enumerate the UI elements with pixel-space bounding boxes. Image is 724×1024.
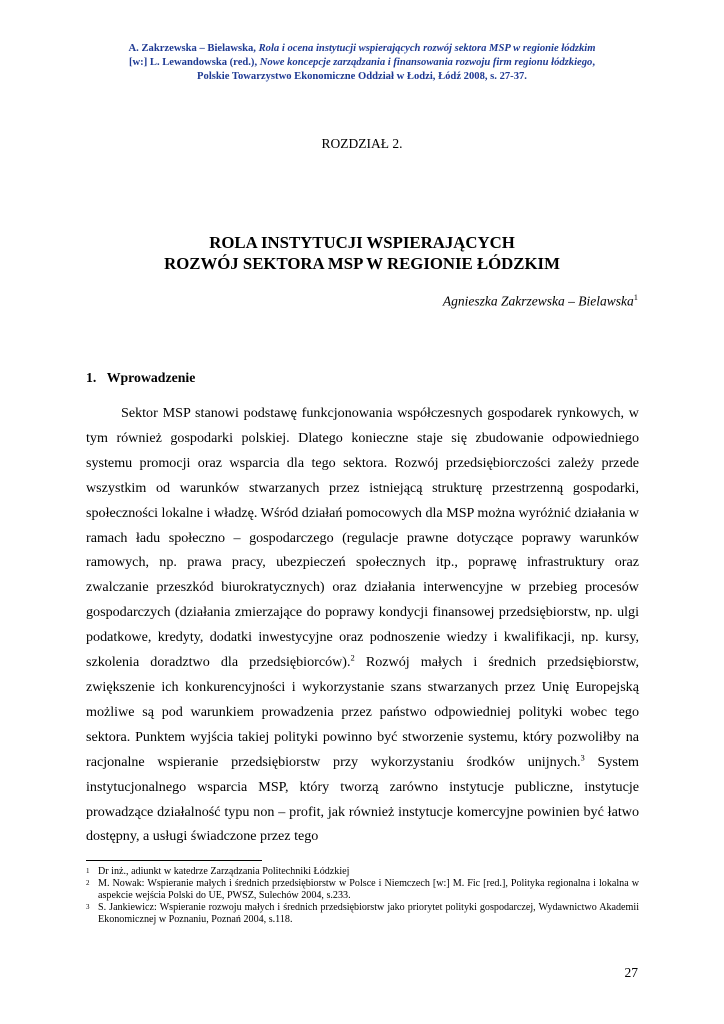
- author-footnote-ref: 1: [633, 292, 638, 302]
- citation-editor: [w:] L. Lewandowska (red.),: [129, 57, 260, 68]
- paper-title-line-1: ROLA INSTYTUCJI WSPIERAJĄCYCH: [209, 233, 515, 252]
- footnote-ref-3: 3: [580, 752, 585, 762]
- page-number: 27: [624, 965, 638, 980]
- footnote-number: 3: [86, 903, 90, 911]
- footnote-number: 2: [86, 879, 90, 887]
- footnote: [86, 866, 639, 878]
- footnote-ref-2: 2: [350, 652, 355, 663]
- paper-title-line-2: ROZWÓJ SEKTORA MSP W REGIONIE ŁÓDZKIM: [164, 254, 560, 273]
- paper-title: [0, 232, 724, 274]
- paragraph-part-1: Sektor MSP stanowi podstawę funkcjonowania współczesnych gospodarek rynkowych, w tym również gospodarki polskiej. Dlatego konieczne staje się zbudowanie odpowiedniego systemu promocji oraz wsparcia dla tego sektora. Rozwój przedsiębiorczości zależy przede wszystkim od warunków stwarzanych przez istniejącą strukturę przestrzenną gospodarki, społeczności lokalne i władzę. Wśród działań pomocowych dla MSP można wyróżnić działania w ramach ładu społeczno – gospodarczego (regulacje prawne dotyczące poprawy warunków ramowych, np. prawa pracy, ubezpieczeń społecznych itp., poprawę infrastruktury oraz zwalczanie przeszkód biurokratycznych) oraz działania interwencyjne w przebieg procesów gospodarczych (działania zmierzające do poprawy kondycji finansowej przedsiębiorstw, np. ulgi podatkowe, kredyty, dodatki inwestycyjne oraz podnoszenie wiedzy i kwalifikacji, np. kursy, szkolenia doradztwo dla przedsiębiorców).: [86, 405, 640, 671]
- section-heading: 1. Wprowadzenie: [86, 370, 196, 385]
- citation-line-1: [70, 42, 654, 56]
- footnote-divider: [86, 860, 262, 861]
- citation-line-2: [70, 56, 654, 70]
- chapter-label: ROZDZIAŁ 2.: [321, 136, 403, 151]
- paragraph-part-3: System instytucjonalnego wsparcia MSP, który tworzą zarówno instytucje publiczne, instytucje prowadzące działalność typu non – profit, jak również instytucje komercyjne powinien być łatwo dostępny, a usługi świadczone przez tego: [86, 753, 639, 845]
- paragraph-part-2: Rozwój małych i średnich przedsiębiorstw, zwiększenie ich konkurencyjności i wykorzystanie szans stwarzanych przez Unię Europejską możliwe są pod warunkiem prowadzenia przez państwo odpowiedniej polityki wobec tego sektora. Punktem wyjścia takiej polityki powinno być stworzenie systemu, który pozwoliłby na racjonalne wspieranie przedsiębiorstw przy wykorzystaniu środków unijnych.: [86, 654, 639, 770]
- citation-comma: ,: [592, 57, 595, 68]
- author-name: [443, 292, 638, 310]
- footnotes: [86, 866, 639, 926]
- author-name-text: Agnieszka Zakrzewska – Bielawska: [442, 293, 634, 309]
- citation-header: [70, 42, 654, 84]
- footnote: [86, 902, 639, 926]
- citation-authors: A. Zakrzewska – Bielawska,: [128, 43, 259, 54]
- citation-chapter-title: Rola i ocena instytucji wspierających rozwój sektora MSP w regionie łódzkim: [258, 43, 596, 54]
- citation-publisher: Polskie Towarzystwo Ekonomiczne Oddział w Łodzi, Łódź 2008, s. 27-37.: [197, 71, 527, 82]
- body-text: [86, 401, 639, 849]
- footnote-text: Dr inż., adiunkt w katedrze Zarządzania Politechniki Łódzkiej: [98, 866, 350, 877]
- paragraph: [86, 401, 639, 849]
- footnote-text: S. Jankiewicz: Wspieranie rozwoju małych i średnich przedsiębiorstw jako priorytet polityki gospodarczej, Wydawnictwo Akademii Ekonomicznej w Poznaniu, Poznań 2004, s.118.: [98, 902, 639, 925]
- footnote-number: 1: [86, 867, 90, 875]
- citation-book-title: Nowe koncepcje zarządzania i finansowania rozwoju firm regionu łódzkiego: [259, 57, 593, 68]
- footnote-text: M. Nowak: Wspieranie małych i średnich przedsiębiorstw w Polsce i Niemczech [w:] M. Fic [red.], Polityka regionalna i lokalna w aspekcie wejścia Polski do UE, PWSZ, Sulechów 2004, s.233.: [98, 878, 639, 901]
- footnote: [86, 878, 639, 902]
